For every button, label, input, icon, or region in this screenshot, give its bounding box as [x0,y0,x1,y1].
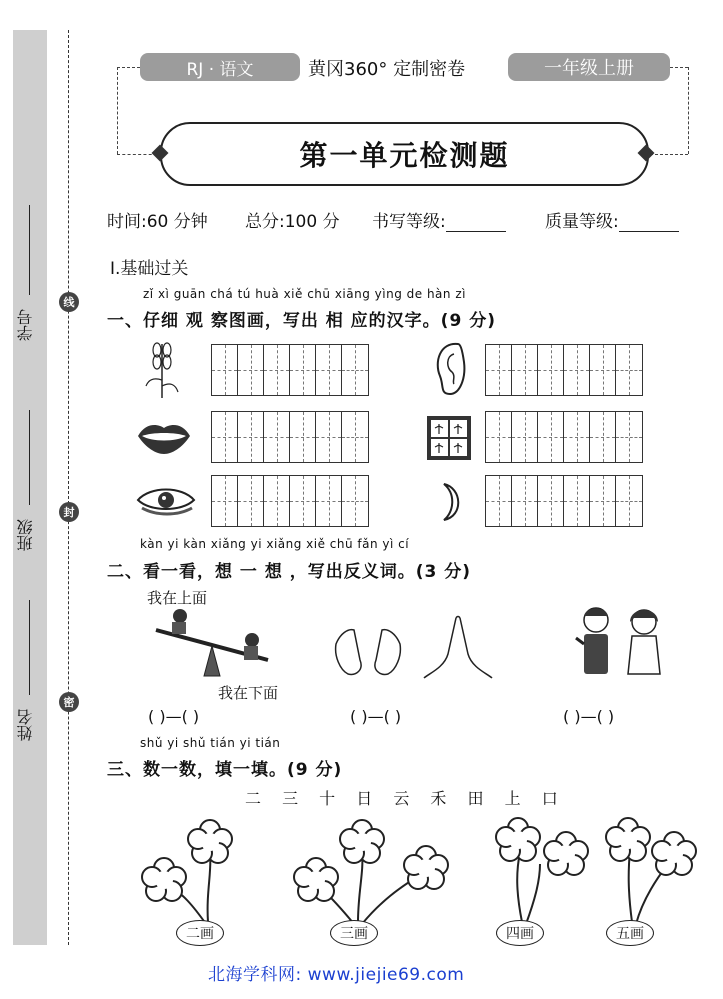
seesaw-illustration [152,608,272,680]
seal-mi: 密 [59,692,79,712]
stroke-oval-3: 三画 [330,920,378,946]
q2-answer-2[interactable]: ( )—( ) [350,707,402,726]
stroke-oval-4: 四画 [496,920,544,946]
student-number-label: 学号 [16,309,35,341]
grade-pill: 一年级上册 [508,53,670,81]
footer-watermark: 北海学科网: www.jiejie69.com [208,965,465,985]
series-title: 黄冈360° 定制密卷 [308,59,466,80]
q2-answer-3[interactable]: ( )—( ) [563,707,615,726]
section-basic: Ⅰ.基础过关 [110,259,189,279]
student-number-line [29,205,30,295]
q2-pinyin: kàn yi kàn xiǎng yi xiǎng xiě chū fǎn yì cí [140,537,410,551]
header-dash-right [670,67,688,68]
field-icon [425,414,473,462]
q1-grid-wheat[interactable] [211,344,369,396]
quality-grade-blank[interactable] [619,211,679,232]
total-score-info: 总分:100 分 [245,212,340,232]
q3-character-list: 二 三 十 日 云 禾 田 上 口 [245,789,566,808]
header-dash-right-v [688,67,689,154]
eye-icon [136,484,196,516]
class-line [29,410,30,505]
wheat-icon [142,336,182,400]
header-dash-left-b [117,154,157,155]
q1-grid-eye[interactable] [211,475,369,527]
class-label: 班级 [16,519,35,551]
quality-grade-label: 质量等级: [545,212,619,232]
subject-pill: RJ · 语文 [140,53,300,81]
page-title: 第一单元检测题 [299,139,510,172]
name-label: 姓名 [16,709,35,741]
title-banner [160,122,649,186]
stroke-oval-2: 二画 [176,920,224,946]
q1-grid-field[interactable] [485,411,643,463]
hands-illustration [330,614,500,680]
writing-grade-label: 书写等级: [372,212,446,232]
name-line [29,600,30,695]
header-dash-left-v [117,67,118,154]
q1-grid-moon[interactable] [485,475,643,527]
writing-grade-blank[interactable] [446,211,506,232]
q2-answer-1[interactable]: ( )—( ) [148,707,200,726]
seal-feng: 封 [59,502,79,522]
binding-cut-line [68,30,69,945]
boy-girl-illustration [568,604,668,678]
q3-pinyin: shǔ yi shǔ tián yi tián [140,736,281,750]
header-dash-right-b [650,154,688,155]
q2-label-bottom: 我在下面 [218,684,279,702]
writing-grade [372,207,506,232]
q1-grid-mouth[interactable] [211,411,369,463]
q1-grid-ear[interactable] [485,344,643,396]
stroke-oval-5: 五画 [606,920,654,946]
ear-icon [430,338,470,398]
time-info: 时间:60 分钟 [107,212,208,232]
q1-pinyin: zǐ xì guān chá tú huà xiě chū xiāng yìng de hàn zì [143,287,466,301]
moon-icon [434,482,466,522]
q1-title: 一、仔细 观 察图画，写出 相 应的汉字。(9 分) [107,311,496,331]
q2-label-top: 我在上面 [147,589,208,607]
q2-title: 二、看一看，想 一 想 ，写出反义词。(3 分) [107,562,472,582]
quality-grade [545,207,679,232]
seal-xian: 线 [59,292,79,312]
binding-strip [13,30,47,945]
header-dash-left [117,67,140,68]
q3-title: 三、数一数，填一填。(9 分) [107,760,343,780]
mouth-icon [136,418,192,458]
